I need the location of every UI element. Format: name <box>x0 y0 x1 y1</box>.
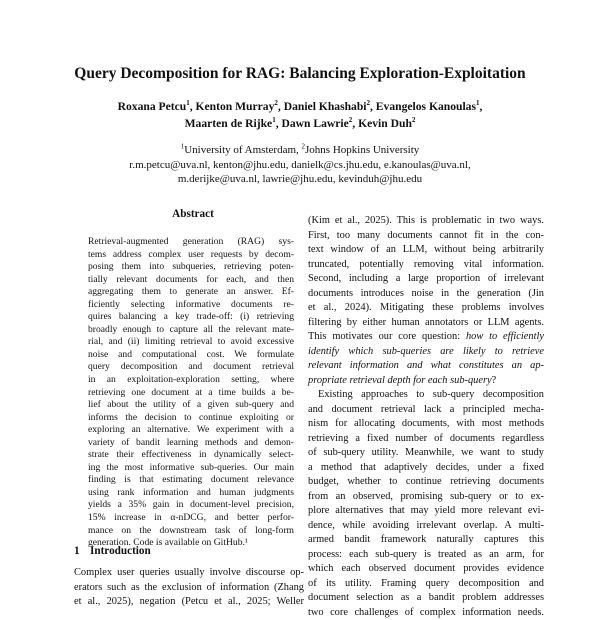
abstract-line: broadly enough to capture all the relevant mate- <box>88 324 294 337</box>
abstract-line: strate their effectiveness in dynamically select- <box>88 449 294 462</box>
author-affiliation-marker: 2 <box>274 99 278 107</box>
abstract-line: tems address complex user requests by decom- <box>88 249 294 262</box>
abstract-line: exploring an alternative. We experiment with a <box>88 424 294 437</box>
abstract-line: query decomposition and document retrieval <box>88 361 294 374</box>
body-text: This motivates our core question: <box>308 331 466 342</box>
affiliation-marker-1: 1 <box>181 142 185 150</box>
body-text: budget, whether to continue retrieving documents <box>308 476 544 487</box>
author-separator: , <box>479 100 482 113</box>
body-line <box>308 606 544 620</box>
body-line <box>308 345 544 360</box>
body-text: truncated, potentially removing vital information. <box>308 259 544 270</box>
body-line <box>308 243 544 258</box>
body-line <box>308 374 544 389</box>
body-line <box>308 403 544 418</box>
abstract-line: 15% increase in α-nDCG, and better perfor- <box>88 512 294 525</box>
body-italic-text: propriate retrieval depth for each sub-query <box>308 375 492 386</box>
author-name: Kevin Duh <box>358 117 412 130</box>
abstract-line: informs the decision to continue exploiting or <box>88 412 294 425</box>
body-text: (Kim et al., 2025). This is problematic in two ways. <box>308 215 544 226</box>
body-line <box>308 214 544 229</box>
body-text: Existing approaches to sub-query decomposition <box>318 389 544 400</box>
author-line-2 <box>40 115 560 132</box>
author-separator: , <box>276 117 282 130</box>
abstract-line: aggregating them to generate an answer. Ef- <box>88 286 294 299</box>
intro-line: Complex user queries usually involve discourse op- <box>74 566 304 581</box>
intro-left-column <box>74 566 304 610</box>
author-affiliation-marker: 2 <box>412 116 416 124</box>
abstract-line: Retrieval-augmented generation (RAG) sys- <box>88 236 294 249</box>
body-text: which each observed document provides evidence <box>308 563 544 574</box>
abstract-line: using rank information and human judgments <box>88 487 294 500</box>
author-separator: , <box>278 100 284 113</box>
body-text: process: each sub-query is treated as an arm, for <box>308 549 544 560</box>
body-line <box>308 272 544 287</box>
body-line <box>308 432 544 447</box>
body-text: and document retrieval lack a principled mecha- <box>308 404 544 415</box>
body-text: et al., 2024). Mitigating these problems involves <box>308 302 544 313</box>
body-line <box>308 591 544 606</box>
author-name: Daniel Khashabi <box>284 100 367 113</box>
body-line <box>308 461 544 476</box>
body-text: First, too many documents cannot fit in the con- <box>308 230 544 241</box>
abstract-line: tially relevant documents for each, and then <box>88 274 294 287</box>
abstract-line: ing the most informative sub-queries. Our main <box>88 462 294 475</box>
body-line <box>308 417 544 432</box>
body-text: a method that adaptively decides, under a fixed <box>308 462 544 473</box>
abstract-line: ficiently selecting informative documents re- <box>88 299 294 312</box>
author-affiliation-marker: 2 <box>349 116 353 124</box>
affiliation-marker-2: 2 <box>302 142 306 150</box>
author-list <box>40 98 560 132</box>
abstract-line: retrieving one document at a time builds a be- <box>88 387 294 400</box>
abstract-line: yields a 35% gain in document-level precision, <box>88 499 294 512</box>
author-separator: , <box>190 100 196 113</box>
body-line <box>308 562 544 577</box>
body-italic-text: how to efficiently <box>466 331 544 342</box>
author-separator: , <box>370 100 376 113</box>
body-line <box>308 388 544 403</box>
author-name: Kenton Murray <box>196 100 275 113</box>
body-text: text window of an LLM, without being arbitrarily <box>308 244 544 255</box>
abstract-line: noise and computational cost. We formulate <box>88 349 294 362</box>
author-name: Roxana Petcu <box>118 100 187 113</box>
author-name: Dawn Lawrie <box>281 117 348 130</box>
body-line <box>308 316 544 331</box>
body-line <box>308 359 544 374</box>
body-line <box>308 301 544 316</box>
abstract-line: quires balancing a key trade-off: (i) retrieving <box>88 311 294 324</box>
body-line <box>308 533 544 548</box>
intro-line: erators such as the exclusion of information (Zhang <box>74 581 304 596</box>
body-line <box>308 475 544 490</box>
abstract-line: finding is that estimating document relevance <box>88 474 294 487</box>
section-number: 1 <box>74 545 90 557</box>
body-line <box>308 330 544 345</box>
abstract-line: variety of bandit learning methods and demon- <box>88 437 294 450</box>
body-text: Second, including a large proportion of irrelevant <box>308 273 544 284</box>
body-line <box>308 446 544 461</box>
email-line-2: m.derijke@uva.nl, lawrie@jhu.edu, kevinduh@jhu.edu <box>40 172 560 187</box>
body-text: ? <box>492 375 497 386</box>
abstract-line: lief about the utility of a given sub-query and <box>88 399 294 412</box>
author-affiliation-marker: 2 <box>367 99 371 107</box>
abstract-line: posing them into subqueries, retrieving poten- <box>88 261 294 274</box>
abstract-line: rial, and (ii) limiting retrieval to avoid excessive <box>88 336 294 349</box>
author-name: Evangelos Kanoulas <box>376 100 476 113</box>
body-italic-text: relevant information and what constitutes an ap- <box>308 360 544 371</box>
body-text: from an observed, promising sub-query or to ex- <box>308 491 544 502</box>
affiliation-jhu: Johns Hopkins University <box>305 144 419 156</box>
affiliation-amsterdam: University of Amsterdam, <box>184 144 301 156</box>
body-line <box>308 504 544 519</box>
body-line <box>308 229 544 244</box>
body-text: of sub-query utility. Meanwhile, we want to study <box>308 447 544 458</box>
body-line <box>308 490 544 505</box>
body-text: documents introduces noise in the generation (Jin <box>308 288 544 299</box>
email-line-1: r.m.petcu@uva.nl, kenton@jhu.edu, danielk@cs.jhu.edu, e.kanoulas@uva.nl, <box>40 158 560 173</box>
body-text: armed bandit framework naturally captures this <box>308 534 544 545</box>
body-text: document selection as a bandit problem addresses <box>308 592 544 603</box>
body-text: dence, while avoiding irrelevant overlap. A multi- <box>308 520 544 531</box>
author-affiliation-marker: 1 <box>476 99 480 107</box>
abstract-body <box>88 236 294 550</box>
body-line <box>308 287 544 302</box>
author-affiliation-marker: 1 <box>186 99 190 107</box>
body-text: plore alternatives that may yield more relevant evi- <box>308 505 544 516</box>
body-text: nism for allocating documents, with most methods <box>308 418 544 429</box>
body-text: of its utility. Framing query decomposition and <box>308 578 544 589</box>
body-text: two core challenges of complex information needs. <box>308 607 544 618</box>
body-line <box>308 577 544 592</box>
author-separator: , <box>352 117 358 130</box>
body-line <box>308 258 544 273</box>
abstract-line: in an exploitation-exploration setting, where <box>88 374 294 387</box>
paper-title: Query Decomposition for RAG: Balancing Exploration-Exploitation <box>40 64 560 84</box>
author-name: Maarten de Rijke <box>185 117 273 130</box>
author-line-1 <box>40 98 560 115</box>
section-title: Introduction <box>90 545 151 557</box>
body-line <box>308 519 544 534</box>
body-text: retrieving a fixed number of documents regardless <box>308 433 544 444</box>
abstract-line: mance on the downstream task of long-form <box>88 525 294 538</box>
abstract-heading: Abstract <box>82 208 304 220</box>
affiliation-line <box>40 143 560 158</box>
abstract-line: generation. Code is available on GitHub.¹ <box>88 537 294 550</box>
author-affiliation-marker: 1 <box>272 116 276 124</box>
intro-line: et al., 2025), negation (Petcu et al., 2025; Weller <box>74 595 304 610</box>
section-heading-introduction <box>74 545 151 557</box>
body-text: filtering by either human annotators or LLM agents. <box>308 317 544 328</box>
body-line <box>308 548 544 563</box>
affiliations <box>40 143 560 187</box>
body-italic-text: identify which sub-queries are likely to retrieve <box>308 346 544 357</box>
right-column-body <box>308 214 544 620</box>
